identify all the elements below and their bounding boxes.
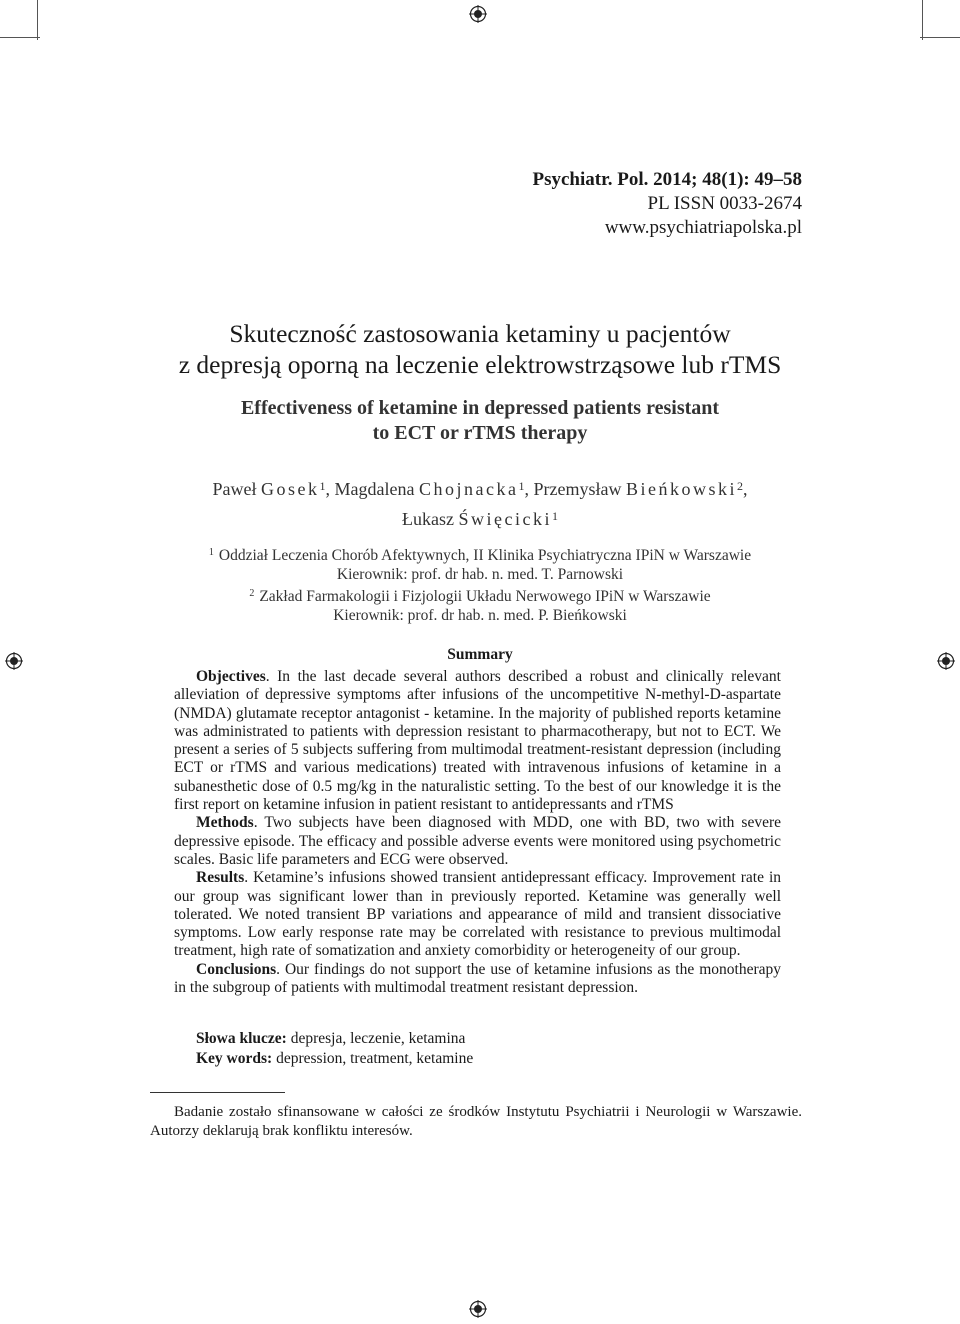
title-english-line: to ECT or rTMS therapy [372, 422, 588, 444]
keywords [196, 1029, 473, 1069]
keywords-polish-label: Słowa klucze: [196, 1030, 287, 1047]
author-surname: Święcicki [458, 509, 552, 529]
title-polish-line: z depresją oporną na leczenie elektrowstrząsowe lub rTMS [178, 350, 782, 379]
crop-mark-top-left-h [0, 37, 40, 38]
affiliation-name: Zakład Farmakologii i Fizjologii Układu Nerwowego IPiN w Warszawie [259, 588, 711, 605]
title-polish-line: Skuteczność zastosowania ketaminy u pacjentów [229, 319, 731, 348]
keywords-polish-value: depresja, leczenie, ketamina [286, 1030, 466, 1047]
affiliation-line [0, 584, 960, 606]
keywords-polish [196, 1029, 473, 1049]
journal-issn: PL ISSN 0033-2674 [647, 193, 802, 214]
author-given-name: Magdalena [334, 479, 415, 499]
journal-header [533, 168, 803, 240]
abstract-section-text: . Our findings do not support the use of ketamine infusions as the monotherapy in the subgroup of patients with multimodal treatment resistant depression. [174, 960, 781, 997]
author-surname: Gosek [261, 479, 320, 499]
keywords-english-value: depression, treatment, ketamine [272, 1050, 474, 1067]
abstract-section-label: Methods [196, 814, 254, 832]
author-given-name: Łukasz [402, 509, 454, 529]
abstract-section-text: . Ketamine’s infusions showed transient antidepressant efficacy. Improvement rate in our group was significant lower than in previously reported. Ketamine was generally well tolerated. We noted transient BP variations and appearance of mild and transient dissociative symptoms. Low early response rate may be correlated with resistance to previous multimodal treatment, high rate of somatization and anxiety comorbidity or heterogeneity of our group. [174, 869, 781, 960]
journal-citation: Psychiatr. Pol. 2014; 48(1): 49–58 [532, 169, 802, 190]
affiliation-marker: 1 [208, 547, 214, 558]
footnote-rule [150, 1092, 285, 1093]
registration-mark-icon [469, 1300, 487, 1318]
abstract-paragraph [174, 814, 781, 869]
author-affiliation-marker: 1 [319, 479, 326, 493]
affiliation-name: Oddział Leczenia Chorób Afektywnych, II Klinika Psychiatryczna IPiN w Warszawie [218, 547, 752, 564]
abstract-paragraph [174, 961, 781, 998]
title-english [0, 396, 960, 446]
author-separator: , [325, 479, 335, 499]
abstract-paragraph [174, 869, 781, 960]
footnote-funding: Badanie zostało sfinansowane w całości ze środków Instytutu Psychiatrii i Neurologii w Warszawie. Autorzy deklarują brak konfliktu interesów. [150, 1104, 802, 1139]
affiliations [0, 543, 960, 625]
abstract-section-text: . Two subjects have been diagnosed with MDD, one with BD, two with severe depressive episode. The efficacy and possible adverse events were monitored using psychometric scales. Basic life parameters and ECG were observed. [174, 814, 781, 868]
author-separator: , [524, 479, 534, 499]
affiliation-head: Kierownik: prof. dr hab. n. med. T. Parnowski [336, 566, 624, 583]
author-surname: Bieńkowski [625, 479, 737, 499]
abstract-section-label: Conclusions [196, 960, 277, 978]
abstract-section-label: Objectives [196, 668, 266, 685]
crop-mark-top-right-h [920, 37, 960, 38]
author-surname: Chojnacka [418, 479, 519, 499]
author-affiliation-marker: 1 [551, 509, 558, 523]
abstract-paragraph [174, 668, 781, 814]
title-english-line: Effectiveness of ketamine in depressed patients resistant [240, 397, 720, 419]
title-polish [0, 318, 960, 380]
author-list [0, 473, 960, 533]
abstract-section-text: . In the last decade several authors described a robust and clinically relevant alleviation of depressive symptoms after infusions of the uncompetitive N-methyl-D-aspartate (NMDA) glutamate receptor antagonist - ketamine. In the majority of published reports ketamine was administrated to patients with depression resistant to pharmacotherapy, but not to ECT. We present a series of 5 subjects suffering from multimodal treatment-resistant depression (including ECT or rTMS and various medications) treated with intravenous infusions of ketamine in a subanesthetic dose of 0.5 mg/kg in the naturalistic setting. To the best of our knowledge it is the first report on ketamine infusion in patient resistant to antidepressants and rTMS [174, 668, 781, 814]
journal-website: www.psychiatriapolska.pl [604, 217, 802, 238]
keywords-english [196, 1049, 473, 1069]
affiliation-marker: 2 [249, 588, 255, 599]
abstract [174, 668, 781, 997]
keywords-english-label: Key words: [196, 1050, 273, 1067]
registration-mark-icon [469, 5, 487, 23]
author-affiliation-marker: 2 [736, 479, 743, 493]
author-given-name: Paweł [212, 479, 257, 499]
abstract-section-label: Results [196, 869, 245, 887]
crop-mark-top-left-v [37, 0, 38, 40]
author-given-name: Przemysław [533, 479, 622, 499]
crop-mark-top-right-v [922, 0, 923, 40]
affiliation-head: Kierownik: prof. dr hab. n. med. P. Bieńkowski [333, 607, 627, 624]
summary-heading: Summary [447, 646, 513, 663]
affiliation-line [0, 543, 960, 565]
author-affiliation-marker: 1 [518, 479, 525, 493]
author-separator: , [742, 479, 748, 499]
